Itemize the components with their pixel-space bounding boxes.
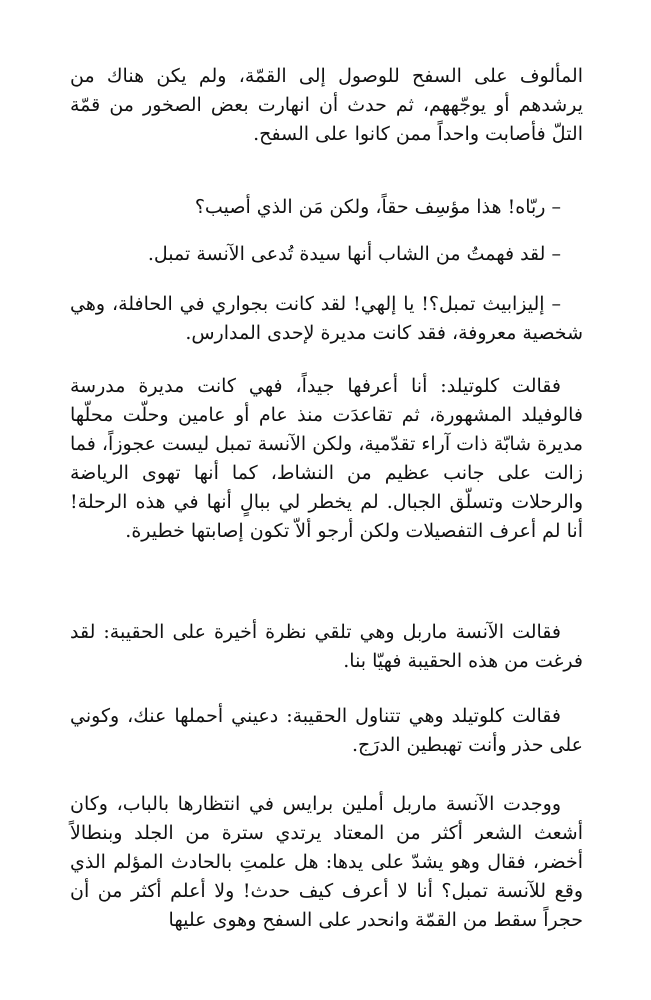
paragraph-3: فقالت الآنسة ماربل وهي تلقي نظرة أخيرة على الحقيبة: لقد فرغت من هذه الحقيبة فهيّا بنا. bbox=[70, 621, 583, 672]
dialogue-line-1: – ربّاه! هذا مؤسِف حقاً، ولكن مَن الذي أصيب؟ bbox=[194, 196, 561, 218]
paragraph-5: ووجدت الآنسة ماربل أملين برايس في انتظارها بالباب، وكان أشعث الشعر أكثر من المعتاد يرتدي سترة من الجلد وبنطالاً أخضر، فقال وهو يشدّ على يدها: هل علمتِ بالحادث المؤلم الذي وقع للآنسة تمبل؟ أنا لا أعرف كيف حدث! ولا أعلم أكثر من أن حجراً سقط من القمّة وانحدر على السفح وهوى عليها bbox=[70, 793, 583, 931]
paragraph-1: المألوف على السفح للوصول إلى القمّة، ولم يكن هناك من يرشدهم أو يوجّههم، ثم حدث أن انهارت بعض الصخور من قمّة التلّ فأصابت واحداً ممن كانوا على السفح. bbox=[70, 65, 583, 145]
paragraph-4: فقالت كلوتيلد وهي تتناول الحقيبة: دعيني أحملها عنك، وكوني على حذر وأنت تهبطين الدرَج. bbox=[70, 705, 583, 756]
paragraph-2: فقالت كلوتيلد: أنا أعرفها جيداً، فهي كانت مديرة مدرسة فالوفيلد المشهورة، ثم تقاعدَت منذ عام أو عامين وحلّت محلّها مديرة شابّة ذات آراء تقدّمية، ولكن الآنسة تمبل ليست عجوزاً، فما زالت على جانب عظيم من النشاط، كما أنها تهوى الرياضة والرحلات وتسلّق الجبال. لم يخطر لي ببالٍ أنها في هذه الرحلة! أنا لم أعرف التفصيلات ولكن أرجو ألاّ تكون إصابتها خطيرة. bbox=[70, 375, 583, 542]
dialogue-line-3: – إليزابيث تمبل؟! يا إلهي! لقد كانت بجواري في الحافلة، وهي شخصية معروفة، فقد كانت مديرة لإحدى المدارس. bbox=[70, 293, 583, 344]
dialogue-line-2: – لقد فهمتُ من الشاب أنها سيدة تُدعى الآنسة تمبل. bbox=[147, 243, 561, 265]
